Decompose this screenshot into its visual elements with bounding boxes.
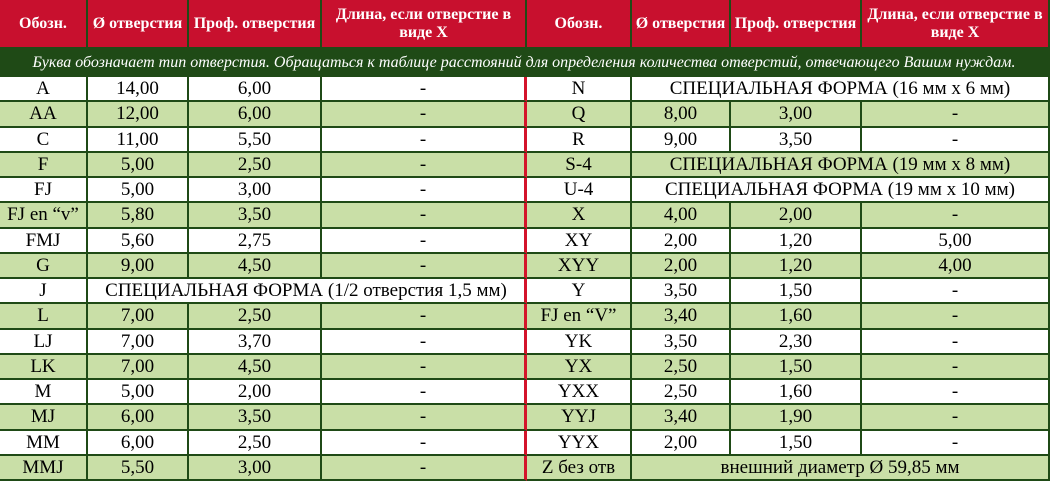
header-left-diameter: Ø отверстия xyxy=(88,0,189,50)
left-diameter-cell: 14,00 xyxy=(88,77,189,102)
right-diameter-cell: 9,00 xyxy=(632,128,731,153)
left-code-cell: A xyxy=(0,77,88,102)
right-length-cell: 4,00 xyxy=(862,254,1050,279)
note-text: Буква обозначает тип отверстия. Обращаться к таблице расстояний для определения количества отверстий, отвечающего Вашим нуждам. xyxy=(0,50,1050,77)
left-code-cell: LJ xyxy=(0,330,88,355)
right-code-cell: YX xyxy=(527,355,632,380)
right-length-cell: - xyxy=(862,355,1050,380)
right-length-cell: 5,00 xyxy=(862,229,1050,254)
left-code-cell: MM xyxy=(0,431,88,456)
right-special-cell: внешний диаметр Ø 59,85 мм xyxy=(632,456,1050,481)
left-diameter-cell: 7,00 xyxy=(88,304,189,329)
right-length-cell: - xyxy=(862,330,1050,355)
right-length-cell: - xyxy=(862,279,1050,304)
left-diameter-cell: 5,80 xyxy=(88,203,189,228)
left-diameter-cell: 6,00 xyxy=(88,431,189,456)
right-depth-cell: 1,50 xyxy=(731,431,862,456)
right-code-cell: R xyxy=(527,128,632,153)
left-code-cell: M xyxy=(0,380,88,405)
right-code-cell: YXX xyxy=(527,380,632,405)
header-row xyxy=(0,0,1050,50)
left-diameter-cell: 5,00 xyxy=(88,178,189,203)
right-diameter-cell: 3,50 xyxy=(632,279,731,304)
table-row xyxy=(0,102,1050,127)
left-depth-cell: 2,00 xyxy=(189,380,322,405)
left-depth-cell: 3,00 xyxy=(189,178,322,203)
left-length-cell: - xyxy=(322,178,527,203)
right-code-cell: Z без отв xyxy=(527,456,632,481)
left-code-cell: FJ xyxy=(0,178,88,203)
right-depth-cell: 1,60 xyxy=(731,304,862,329)
left-diameter-cell: 5,60 xyxy=(88,229,189,254)
left-length-cell: - xyxy=(322,203,527,228)
header-right-diameter: Ø отверстия xyxy=(632,0,731,50)
left-depth-cell: 6,00 xyxy=(189,77,322,102)
header-right-code: Обозн. xyxy=(527,0,632,50)
right-code-cell: Q xyxy=(527,102,632,127)
table-row xyxy=(0,178,1050,203)
left-code-cell: C xyxy=(0,128,88,153)
right-diameter-cell: 2,50 xyxy=(632,380,731,405)
left-depth-cell: 3,50 xyxy=(189,203,322,228)
right-code-cell: YYX xyxy=(527,431,632,456)
right-diameter-cell: 2,00 xyxy=(632,254,731,279)
left-code-cell: F xyxy=(0,153,88,178)
right-length-cell: - xyxy=(862,203,1050,228)
right-code-cell: XY xyxy=(527,229,632,254)
table-row xyxy=(0,254,1050,279)
left-length-cell: - xyxy=(322,330,527,355)
table-row xyxy=(0,355,1050,380)
left-code-cell: J xyxy=(0,279,88,304)
left-special-cell: СПЕЦИАЛЬНАЯ ФОРМА (1/2 отверстия 1,5 мм) xyxy=(88,279,527,304)
right-depth-cell: 2,30 xyxy=(731,330,862,355)
left-depth-cell: 6,00 xyxy=(189,102,322,127)
right-code-cell: Y xyxy=(527,279,632,304)
left-code-cell: MJ xyxy=(0,405,88,430)
right-length-cell: - xyxy=(862,304,1050,329)
right-diameter-cell: 3,40 xyxy=(632,304,731,329)
right-length-cell: - xyxy=(862,128,1050,153)
right-depth-cell: 1,50 xyxy=(731,355,862,380)
left-length-cell: - xyxy=(322,254,527,279)
left-length-cell: - xyxy=(322,229,527,254)
right-depth-cell: 1,90 xyxy=(731,405,862,430)
right-code-cell: X xyxy=(527,203,632,228)
left-code-cell: LK xyxy=(0,355,88,380)
right-depth-cell: 2,00 xyxy=(731,203,862,228)
left-length-cell: - xyxy=(322,128,527,153)
right-diameter-cell: 3,50 xyxy=(632,330,731,355)
left-diameter-cell: 9,00 xyxy=(88,254,189,279)
right-code-cell: U-4 xyxy=(527,178,632,203)
left-code-cell: FJ en “v” xyxy=(0,203,88,228)
table-row xyxy=(0,77,1050,102)
left-diameter-cell: 12,00 xyxy=(88,102,189,127)
right-length-cell: - xyxy=(862,102,1050,127)
left-length-cell: - xyxy=(322,405,527,430)
left-length-cell: - xyxy=(322,304,527,329)
table-row xyxy=(0,279,1050,304)
right-depth-cell: 1,50 xyxy=(731,279,862,304)
left-diameter-cell: 5,00 xyxy=(88,153,189,178)
note-row xyxy=(0,50,1050,77)
right-depth-cell: 1,20 xyxy=(731,229,862,254)
left-diameter-cell: 6,00 xyxy=(88,405,189,430)
left-depth-cell: 2,50 xyxy=(189,304,322,329)
left-depth-cell: 4,50 xyxy=(189,355,322,380)
right-diameter-cell: 3,40 xyxy=(632,405,731,430)
right-code-cell: YK xyxy=(527,330,632,355)
left-code-cell: MMJ xyxy=(0,456,88,481)
right-code-cell: N xyxy=(527,77,632,102)
right-diameter-cell: 4,00 xyxy=(632,203,731,228)
left-length-cell: - xyxy=(322,380,527,405)
table-row xyxy=(0,153,1050,178)
right-code-cell: S-4 xyxy=(527,153,632,178)
left-length-cell: - xyxy=(322,102,527,127)
left-length-cell: - xyxy=(322,431,527,456)
right-length-cell: - xyxy=(862,380,1050,405)
header-left-depth: Проф. отверстия xyxy=(189,0,322,50)
right-code-cell: XYY xyxy=(527,254,632,279)
left-depth-cell: 2,50 xyxy=(189,431,322,456)
left-code-cell: AA xyxy=(0,102,88,127)
right-depth-cell: 3,00 xyxy=(731,102,862,127)
table-row xyxy=(0,456,1050,481)
left-length-cell: - xyxy=(322,355,527,380)
right-depth-cell: 3,50 xyxy=(731,128,862,153)
header-right-length: Длина, если отверстие в виде X xyxy=(862,0,1050,50)
table-row xyxy=(0,229,1050,254)
left-code-cell: L xyxy=(0,304,88,329)
left-depth-cell: 3,00 xyxy=(189,456,322,481)
right-depth-cell: 1,20 xyxy=(731,254,862,279)
table-row xyxy=(0,304,1050,329)
left-diameter-cell: 7,00 xyxy=(88,355,189,380)
right-special-cell: СПЕЦИАЛЬНАЯ ФОРМА (19 мм x 10 мм) xyxy=(632,178,1050,203)
left-depth-cell: 3,50 xyxy=(189,405,322,430)
right-diameter-cell: 2,00 xyxy=(632,229,731,254)
table-row xyxy=(0,128,1050,153)
left-diameter-cell: 5,50 xyxy=(88,456,189,481)
left-depth-cell: 3,70 xyxy=(189,330,322,355)
right-special-cell: СПЕЦИАЛЬНАЯ ФОРМА (19 мм x 8 мм) xyxy=(632,153,1050,178)
table-row xyxy=(0,405,1050,430)
right-depth-cell: 1,60 xyxy=(731,380,862,405)
right-code-cell: YYJ xyxy=(527,405,632,430)
table-row xyxy=(0,330,1050,355)
right-length-cell: - xyxy=(862,405,1050,430)
table-row xyxy=(0,431,1050,456)
header-left-length: Длина, если отверстие в виде X xyxy=(322,0,527,50)
right-length-cell: - xyxy=(862,431,1050,456)
right-diameter-cell: 2,00 xyxy=(632,431,731,456)
left-depth-cell: 2,50 xyxy=(189,153,322,178)
right-special-cell: СПЕЦИАЛЬНАЯ ФОРМА (16 мм x 6 мм) xyxy=(632,77,1050,102)
right-diameter-cell: 2,50 xyxy=(632,355,731,380)
right-diameter-cell: 8,00 xyxy=(632,102,731,127)
header-right-depth: Проф. отверстия xyxy=(731,0,862,50)
right-code-cell: FJ en “V” xyxy=(527,304,632,329)
left-diameter-cell: 5,00 xyxy=(88,380,189,405)
table-row xyxy=(0,203,1050,228)
left-diameter-cell: 11,00 xyxy=(88,128,189,153)
left-depth-cell: 5,50 xyxy=(189,128,322,153)
left-length-cell: - xyxy=(322,456,527,481)
left-depth-cell: 2,75 xyxy=(189,229,322,254)
left-depth-cell: 4,50 xyxy=(189,254,322,279)
left-length-cell: - xyxy=(322,77,527,102)
left-code-cell: G xyxy=(0,254,88,279)
left-length-cell: - xyxy=(322,153,527,178)
table-row xyxy=(0,380,1050,405)
header-left-code: Обозн. xyxy=(0,0,88,50)
left-diameter-cell: 7,00 xyxy=(88,330,189,355)
left-code-cell: FMJ xyxy=(0,229,88,254)
